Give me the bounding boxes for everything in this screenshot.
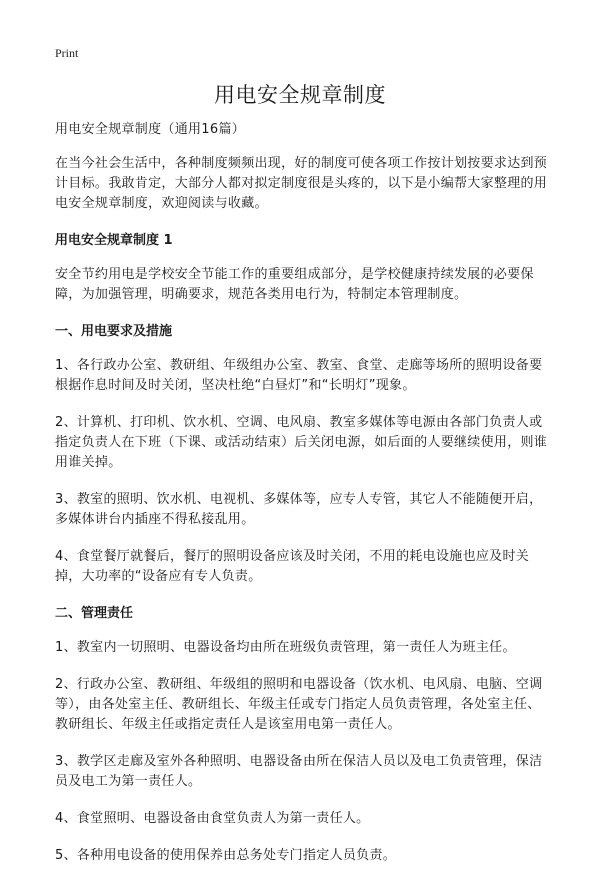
responsibility-item: 2、行政办公室、教研组、年级组的照明和电器设备（饮水机、电风扇、电脑、空调等），由各处室主任、教研组长、年级主任或专门指定人员负责管理，各处室主任、教研组长、年级主任或指定责任人是该室用电第一责任人。 [55, 677, 543, 732]
part-heading-responsibility: 二、管理责任 [55, 606, 134, 621]
requirement-item: 4、食堂餐厅就餐后，餐厅的照明设备应该及时关闭，不用的耗电设施也应及时关掉，大功率的“设备应有专人负责。 [55, 549, 530, 584]
requirement-item: 2、计算机、打印机、饮水机、空调、电风扇、教室多媒体等电源由各部门负责人或指定负责人在下班（下课、或活动结束）后关闭电源，如后面的人要继续使用，则谁用谁关掉。 [55, 415, 548, 470]
responsibility-item: 4、食堂照明、电器设备由食堂负责人为第一责任人。 [55, 811, 370, 826]
document-subtitle: 用电安全规章制度（通用16篇） [55, 122, 246, 137]
section-heading: 用电安全规章制度 1 [55, 233, 173, 248]
requirement-item: 1、各行政办公室、教研组、年级组办公室、教室、食堂、走廊等场所的照明设备要根据作息时间及时关闭，坚决杜绝“白昼灯”和“长明灯”现象。 [55, 358, 543, 393]
document-body [55, 120, 553, 883]
requirement-item: 3、教室的照明、饮水机、电视机、多媒体等，应专人专管，其它人不能随便开启，多媒体讲台内插座不得私接乱用。 [55, 492, 543, 527]
part-heading-requirements: 一、用电要求及措施 [55, 324, 173, 339]
responsibility-item: 5、各种用电设备的使用保养由总务处专门指定人员负责。 [55, 848, 397, 863]
print-link[interactable]: Print [55, 46, 79, 60]
page-title: 用电安全规章制度 [214, 83, 386, 107]
responsibility-item: 3、教学区走廊及室外各种照明、电器设备由所在保洁人员以及电工负责管理，保洁员及电工为第一责任人。 [55, 754, 543, 789]
section-intro-paragraph: 安全节约用电是学校安全节能工作的重要组成部分，是学校健康持续发展的必要保障，为加强管理，明确要求，规范各类用电行为，特制定本管理制度。 [55, 267, 534, 302]
intro-paragraph: 在当今社会生活中，各种制度频频出现，好的制度可使各项工作按计划按要求达到预计目标。我敢肯定，大部分人都对拟定制度很是头疼的，以下是小编帮大家整理的用电安全规章制度，欢迎阅读与收藏。 [55, 156, 548, 211]
responsibility-item: 1、教室内一切照明、电器设备均由所在班级负责管理，第一责任人为班主任。 [55, 640, 516, 655]
